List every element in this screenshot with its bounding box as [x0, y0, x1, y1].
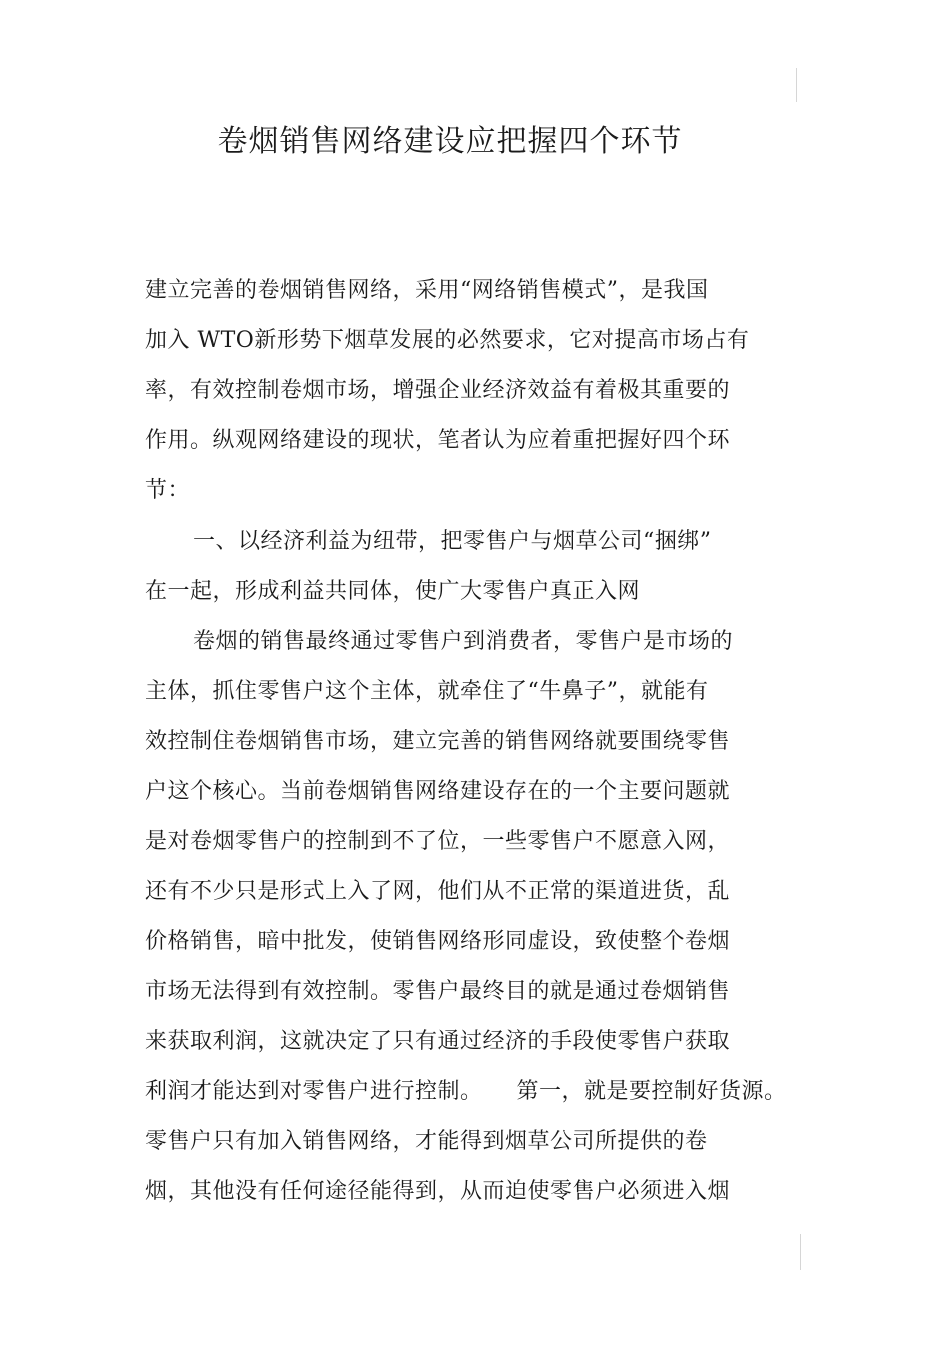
text-line: 节：	[145, 478, 191, 503]
text-line: 价格销售，暗中批发，使销售网络形同虚设，致使整个卷烟	[145, 929, 731, 954]
text-line: 建立完善的卷烟销售网络，采用“网络销售模式”，是我国	[145, 278, 709, 303]
section-heading-line: 在一起，形成利益共同体，使广大零售户真正入网	[145, 579, 641, 604]
section-heading-line: 一、以经济利益为纽带，把零售户与烟草公司“捆绑”	[193, 529, 712, 554]
page-edge-mark-top	[796, 68, 797, 102]
text-line: 是对卷烟零售户的控制到不了位，一些零售户不愿意入网，	[145, 829, 731, 854]
text-line: 率，有效控制卷烟市场，增强企业经济效益有着极其重要的	[145, 378, 731, 403]
text-line: 来获取利润，这就决定了只有通过经济的手段使零售户获取	[145, 1029, 731, 1054]
paragraph-first-line: 卷烟的销售最终通过零售户到消费者，零售户是市场的	[193, 629, 734, 654]
text-line: 效控制住卷烟销售市场，建立完善的销售网络就要围绕零售	[145, 729, 731, 754]
text-line: 加入 WTO新形势下烟草发展的必然要求，它对提高市场占有	[145, 328, 750, 353]
text-line: 作用。纵观网络建设的现状，笔者认为应着重把握好四个环	[145, 428, 731, 453]
text-line: 还有不少只是形式上入了网，他们从不正常的渠道进货，乱	[145, 879, 731, 904]
page-edge-mark-bottom	[800, 1234, 801, 1270]
text-line: 主体，抓住零售户这个主体，就牵住了“牛鼻子”，就能有	[145, 679, 709, 704]
text-line: 市场无法得到有效控制。零售户最终目的就是通过卷烟销售	[145, 979, 731, 1004]
text-line: 烟，其他没有任何途径能得到，从而迫使零售户必须进入烟	[145, 1179, 731, 1204]
text-line: 利润才能达到对零售户进行控制。 第一，就是要控制好货源。	[145, 1079, 787, 1104]
text-line: 零售户只有加入销售网络，才能得到烟草公司所提供的卷	[145, 1129, 708, 1154]
text-line: 户这个核心。当前卷烟销售网络建设存在的一个主要问题就	[145, 779, 731, 804]
document-title: 卷烟销售网络建设应把握四个环节	[217, 124, 683, 159]
